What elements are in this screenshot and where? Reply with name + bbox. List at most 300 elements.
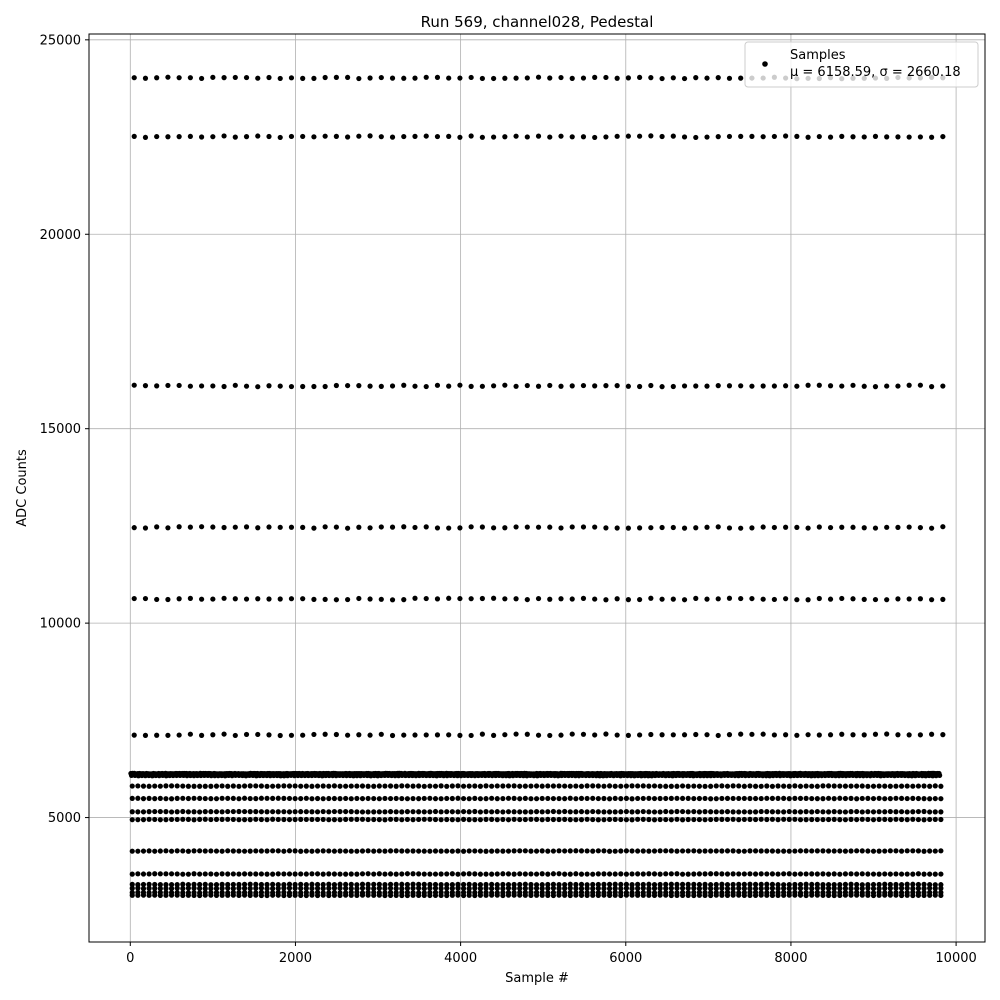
data-point (435, 732, 440, 737)
data-point (837, 848, 842, 853)
data-point (658, 817, 663, 822)
data-point (731, 848, 736, 853)
data-point (248, 871, 253, 876)
data-point (585, 817, 590, 822)
data-point (203, 809, 208, 814)
data-point (888, 784, 893, 789)
data-point (186, 893, 191, 898)
data-point (804, 871, 809, 876)
data-point (761, 732, 766, 737)
data-point (298, 817, 303, 822)
data-point (749, 732, 754, 737)
data-point (933, 848, 938, 853)
data-point (686, 893, 691, 898)
data-point (585, 886, 590, 891)
data-point (783, 596, 788, 601)
data-point (491, 134, 496, 139)
data-point (141, 796, 146, 801)
data-point (513, 384, 518, 389)
data-point (938, 893, 943, 898)
data-point (753, 817, 758, 822)
data-point (220, 809, 225, 814)
data-point (839, 732, 844, 737)
data-point (289, 75, 294, 80)
data-point (502, 134, 507, 139)
data-point (412, 76, 417, 81)
data-point (536, 384, 541, 389)
data-point (152, 849, 157, 854)
data-point (399, 871, 404, 876)
data-point (862, 525, 867, 530)
data-point (259, 871, 264, 876)
data-point (837, 893, 842, 898)
data-point (570, 524, 575, 529)
data-point (860, 783, 865, 788)
data-point (191, 796, 196, 801)
data-point (480, 596, 485, 601)
data-point (618, 784, 623, 789)
data-point (772, 134, 777, 139)
data-point (135, 871, 140, 876)
data-point (360, 809, 365, 814)
data-point (495, 848, 500, 853)
data-point (512, 893, 517, 898)
data-point (862, 597, 867, 602)
data-point (175, 817, 180, 822)
data-point (199, 733, 204, 738)
data-point (483, 893, 488, 898)
data-point (169, 871, 174, 876)
data-point (573, 783, 578, 788)
data-point (716, 75, 721, 80)
data-point (579, 784, 584, 789)
data-point (545, 817, 550, 822)
data-point (888, 817, 893, 822)
data-point (231, 783, 236, 788)
data-point (154, 524, 159, 529)
data-point (905, 893, 910, 898)
data-point (603, 75, 608, 80)
data-point (304, 871, 309, 876)
data-point (669, 796, 674, 801)
data-point (332, 893, 337, 898)
data-point (671, 75, 676, 80)
data-point (933, 783, 938, 788)
data-point (506, 817, 511, 822)
data-point (220, 817, 225, 822)
data-point (581, 383, 586, 388)
data-point (472, 848, 477, 853)
data-point (158, 848, 163, 853)
data-point (186, 886, 191, 891)
data-point (607, 871, 612, 876)
data-point (573, 848, 578, 853)
data-point (663, 784, 668, 789)
data-point (805, 732, 810, 737)
data-point (848, 848, 853, 853)
data-point (716, 383, 721, 388)
data-point (177, 596, 182, 601)
data-point (390, 733, 395, 738)
data-point (525, 383, 530, 388)
data-point (424, 524, 429, 529)
data-point (781, 893, 786, 898)
data-point (916, 796, 921, 801)
data-point (865, 817, 870, 822)
data-point (424, 596, 429, 601)
data-point (615, 525, 620, 530)
data-point (671, 732, 676, 737)
data-point (927, 796, 932, 801)
data-point (152, 783, 157, 788)
data-point (180, 872, 185, 877)
data-point (804, 796, 809, 801)
data-point (536, 733, 541, 738)
data-point (596, 893, 601, 898)
data-point (882, 893, 887, 898)
data-point (343, 809, 348, 814)
data-point (221, 525, 226, 530)
data-point (225, 809, 230, 814)
data-point (513, 76, 518, 81)
data-point (450, 849, 455, 854)
data-point (513, 524, 518, 529)
data-point (517, 784, 522, 789)
data-point (512, 817, 517, 822)
data-point (367, 75, 372, 80)
data-point (130, 809, 135, 814)
x-tick-label: 8000 (774, 951, 808, 966)
data-point (304, 796, 309, 801)
data-point (753, 809, 758, 814)
data-point (534, 871, 539, 876)
data-point (233, 525, 238, 530)
data-point (528, 783, 533, 788)
data-point (581, 524, 586, 529)
data-point (221, 731, 226, 736)
data-point (862, 732, 867, 737)
data-point (714, 893, 719, 898)
data-point (343, 817, 348, 822)
data-point (525, 134, 530, 139)
data-point (635, 796, 640, 801)
data-point (615, 732, 620, 737)
data-point (188, 525, 193, 530)
data-point (502, 732, 507, 737)
data-point (648, 383, 653, 388)
data-point (702, 784, 707, 789)
data-point (203, 848, 208, 853)
data-point (568, 809, 573, 814)
data-point (495, 871, 500, 876)
data-point (141, 871, 146, 876)
data-point (377, 886, 382, 891)
data-point (601, 809, 606, 814)
data-point (483, 849, 488, 854)
data-point (495, 886, 500, 891)
data-point (455, 848, 460, 853)
data-point (523, 893, 528, 898)
data-point (199, 134, 204, 139)
data-point (764, 796, 769, 801)
data-point (298, 871, 303, 876)
data-point (871, 849, 876, 854)
data-point (356, 525, 361, 530)
data-point (377, 783, 382, 788)
data-point (416, 886, 421, 891)
data-point (556, 809, 561, 814)
data-point (502, 383, 507, 388)
data-point (579, 872, 584, 877)
data-point (371, 871, 376, 876)
data-point (422, 849, 427, 854)
data-point (334, 732, 339, 737)
data-point (461, 893, 466, 898)
data-point (186, 872, 191, 877)
data-point (169, 893, 174, 898)
data-point (512, 872, 517, 877)
data-point (641, 886, 646, 891)
data-point (371, 809, 376, 814)
data-point (590, 849, 595, 854)
data-point (570, 383, 575, 388)
data-point (214, 784, 219, 789)
data-point (390, 383, 395, 388)
data-point (300, 733, 305, 738)
data-point (738, 383, 743, 388)
data-point (646, 849, 651, 854)
data-point (377, 796, 382, 801)
data-point (390, 135, 395, 140)
data-point (236, 796, 241, 801)
data-point (860, 809, 865, 814)
data-point (719, 809, 724, 814)
data-point (326, 871, 331, 876)
data-point (311, 134, 316, 139)
data-point (761, 134, 766, 139)
data-point (570, 134, 575, 139)
data-point (405, 783, 410, 788)
data-point (135, 817, 140, 822)
data-point (506, 783, 511, 788)
data-point (461, 849, 466, 854)
data-point (242, 809, 247, 814)
data-point (433, 817, 438, 822)
data-point (309, 784, 314, 789)
data-point (682, 732, 687, 737)
data-point (422, 809, 427, 814)
data-point (781, 849, 786, 854)
data-point (489, 872, 494, 877)
data-point (259, 817, 264, 822)
data-point (659, 384, 664, 389)
data-point (702, 886, 707, 891)
data-point (592, 596, 597, 601)
data-point (512, 796, 517, 801)
data-point (865, 848, 870, 853)
data-point (674, 893, 679, 898)
data-point (281, 796, 286, 801)
data-point (882, 817, 887, 822)
data-point (562, 809, 567, 814)
data-point (873, 384, 878, 389)
data-point (495, 796, 500, 801)
data-point (652, 893, 657, 898)
data-point (747, 871, 752, 876)
data-point (367, 596, 372, 601)
data-point (191, 893, 196, 898)
data-point (910, 817, 915, 822)
data-point (671, 384, 676, 389)
data-point (248, 817, 253, 822)
data-point (345, 597, 350, 602)
data-point (289, 525, 294, 530)
data-point (231, 848, 236, 853)
data-point (309, 893, 314, 898)
data-point (244, 596, 249, 601)
data-point (601, 784, 606, 789)
data-point (893, 817, 898, 822)
data-point (141, 817, 146, 822)
data-point (809, 893, 814, 898)
data-point (764, 871, 769, 876)
data-point (545, 849, 550, 854)
data-point (940, 524, 945, 529)
data-point (590, 893, 595, 898)
data-point (669, 848, 674, 853)
data-point (132, 75, 137, 80)
data-point (702, 893, 707, 898)
data-point (165, 75, 170, 80)
data-point (895, 596, 900, 601)
data-point (506, 796, 511, 801)
data-point (457, 75, 462, 80)
data-point (759, 871, 764, 876)
data-point (693, 525, 698, 530)
data-point (899, 849, 904, 854)
data-point (444, 817, 449, 822)
data-point (276, 796, 281, 801)
data-point (787, 784, 792, 789)
data-point (607, 783, 612, 788)
data-point (693, 135, 698, 140)
data-point (163, 817, 168, 822)
data-point (652, 817, 657, 822)
data-point (253, 871, 258, 876)
data-point (877, 796, 882, 801)
data-point (154, 733, 159, 738)
data-point (792, 796, 797, 801)
data-point (276, 848, 281, 853)
data-point (480, 135, 485, 140)
data-point (770, 817, 775, 822)
data-point (691, 809, 696, 814)
data-point (731, 893, 736, 898)
data-point (568, 893, 573, 898)
data-point (663, 893, 668, 898)
data-point (422, 817, 427, 822)
data-point (244, 134, 249, 139)
data-point (596, 871, 601, 876)
data-point (804, 783, 809, 788)
data-point (188, 732, 193, 737)
data-point (626, 733, 631, 738)
data-point (697, 871, 702, 876)
data-point (197, 817, 202, 822)
data-point (938, 796, 943, 801)
data-point (727, 76, 732, 81)
data-point (225, 871, 230, 876)
data-point (506, 809, 511, 814)
data-point (399, 796, 404, 801)
data-point (626, 384, 631, 389)
data-point (360, 886, 365, 891)
data-point (186, 784, 191, 789)
data-point (130, 849, 135, 854)
data-point (165, 597, 170, 602)
data-point (154, 597, 159, 602)
data-point (727, 596, 732, 601)
data-point (570, 596, 575, 601)
data-point (686, 817, 691, 822)
data-point (753, 796, 758, 801)
data-point (828, 135, 833, 140)
data-point (141, 784, 146, 789)
data-point (281, 809, 286, 814)
data-point (242, 796, 247, 801)
data-point (691, 871, 696, 876)
data-point (865, 809, 870, 814)
data-point (424, 384, 429, 389)
data-point (850, 383, 855, 388)
data-point (615, 134, 620, 139)
data-point (394, 796, 399, 801)
data-point (517, 796, 522, 801)
data-point (169, 783, 174, 788)
data-point (663, 809, 668, 814)
data-point (467, 809, 472, 814)
data-point (884, 134, 889, 139)
data-point (446, 384, 451, 389)
data-point (682, 526, 687, 531)
data-point (540, 784, 545, 789)
data-point (882, 848, 887, 853)
data-point (669, 784, 674, 789)
data-point (843, 849, 848, 854)
data-point (366, 796, 371, 801)
data-point (242, 817, 247, 822)
data-point (180, 796, 185, 801)
data-point (293, 817, 298, 822)
data-point (366, 817, 371, 822)
data-point (356, 76, 361, 81)
data-point (648, 596, 653, 601)
data-point (382, 871, 387, 876)
data-point (626, 75, 631, 80)
data-point (165, 383, 170, 388)
data-point (132, 525, 137, 530)
data-point (940, 383, 945, 388)
x-tick-label: 6000 (609, 951, 643, 966)
data-point (225, 886, 230, 891)
data-point (225, 893, 230, 898)
legend (745, 42, 978, 87)
data-point (379, 75, 384, 80)
data-point (233, 75, 238, 80)
data-point (659, 134, 664, 139)
data-point (480, 384, 485, 389)
data-point (940, 732, 945, 737)
